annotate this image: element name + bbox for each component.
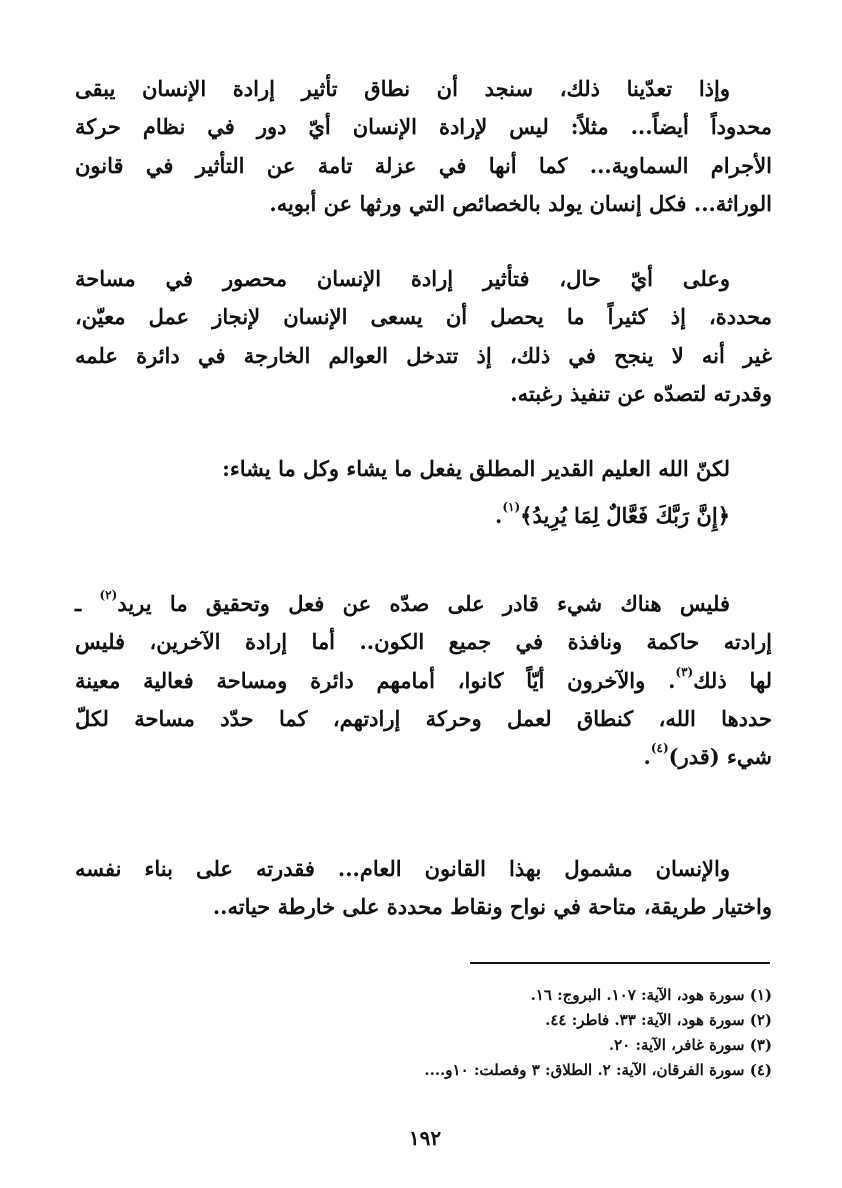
line-text: فليس هناك شيء قادر على صدّه عن فعل وتحقيق ما يريد	[117, 591, 730, 616]
text-line	[75, 585, 772, 623]
text-line	[75, 738, 772, 776]
text-line	[75, 700, 772, 738]
footnote: (١) سورة هود، الآية: ١٠٧. البروج: ١٦.	[530, 986, 772, 1004]
footnote: (٤) سورة الفرقان، الآية: ٢. الطلاق: ٣ وفصلت: ١٠و....	[424, 1061, 772, 1079]
text-line	[75, 623, 772, 661]
line-text: غير أنه لا ينجح في ذلك، إذ تتدخل العوالم الخارجة في دائرة علمه	[75, 343, 772, 368]
line-text: والإنسان مشمول بهذا القانون العام... فقدرته على بناء نفسه	[75, 856, 730, 881]
footnote-marker: (١)	[502, 500, 521, 514]
line-text: محددة، إذ كثيراً ما يحصل أن يسعى الإنسان لإنجاز عمل معيّن،	[75, 304, 772, 329]
line-text: واختيار طريقة، متاحة في نواح ونقاط محددة على خارطة حياته..	[212, 894, 772, 919]
line-text: محدوداً أيضاً... مثلاً: ليس لإرادة الإنسان أيّ دور في نظام حركة	[75, 114, 772, 139]
line-text: الوراثة... فكل إنسان يولد بالخصائص التي ورثها عن أبويه.	[269, 191, 772, 216]
line-text: وعلى أيّ حال، فتأثير إرادة الإنسان محصور في مساحة	[75, 266, 730, 291]
footnote-marker: (٤)	[650, 741, 669, 755]
footnote-marker: (٢)	[99, 588, 118, 602]
text-line	[75, 185, 772, 223]
text-line	[75, 450, 772, 488]
line-text-tail: .	[643, 744, 651, 769]
footnote: (٣) سورة غافر، الآية: ٢٠.	[608, 1036, 772, 1054]
footnote: (٢) سورة هود، الآية: ٣٣. فاطر: ٤٤.	[545, 1011, 772, 1029]
text-line	[75, 337, 772, 375]
text-line	[75, 260, 772, 298]
text-line	[75, 850, 772, 888]
text-line	[75, 147, 772, 185]
line-text-tail: ـ	[75, 591, 100, 616]
text-line	[75, 888, 772, 926]
line-text: حددها الله، كنطاق لعمل وحركة إرادتهم، كما حدّد مساحة لكلّ	[75, 706, 772, 731]
text-line	[75, 108, 772, 146]
line-text: لها ذلك	[693, 668, 772, 693]
text-line	[75, 375, 772, 413]
line-text: وقدرته لتصدّه عن تنفيذ رغبته.	[510, 381, 772, 406]
line-text-tail: . والآخرون أيّاً كانوا، أمامهم دائرة ومساحة فعالية معينة	[75, 668, 676, 693]
text-line	[75, 70, 772, 108]
line-text-tail: .	[495, 503, 503, 528]
line-text: ﴿إِنَّ رَبَّكَ فَعَّالٌ لِمَا يُرِيدُ﴾	[520, 503, 730, 528]
line-text: لكنّ الله العليم القدير المطلق يفعل ما يشاء وكل ما يشاء:	[222, 456, 730, 481]
footnote-divider	[470, 962, 770, 964]
text-line	[75, 662, 772, 700]
line-text: وإذا تعدّينا ذلك، سنجد أن نطاق تأثير إرادة الإنسان يبقى	[75, 76, 730, 101]
line-text: شيء (قدر)	[668, 744, 772, 769]
text-line	[75, 298, 772, 336]
line-text: الأجرام السماوية... كما أنها في عزلة تامة عن التأثير في قانون	[75, 153, 772, 178]
page-number: ١٩٢	[408, 1126, 442, 1150]
text-line	[75, 497, 772, 535]
line-text: إرادته حاكمة ونافذة في جميع الكون.. أما إرادة الآخرين، فليس	[75, 629, 772, 654]
footnote-marker: (٣)	[675, 665, 694, 679]
